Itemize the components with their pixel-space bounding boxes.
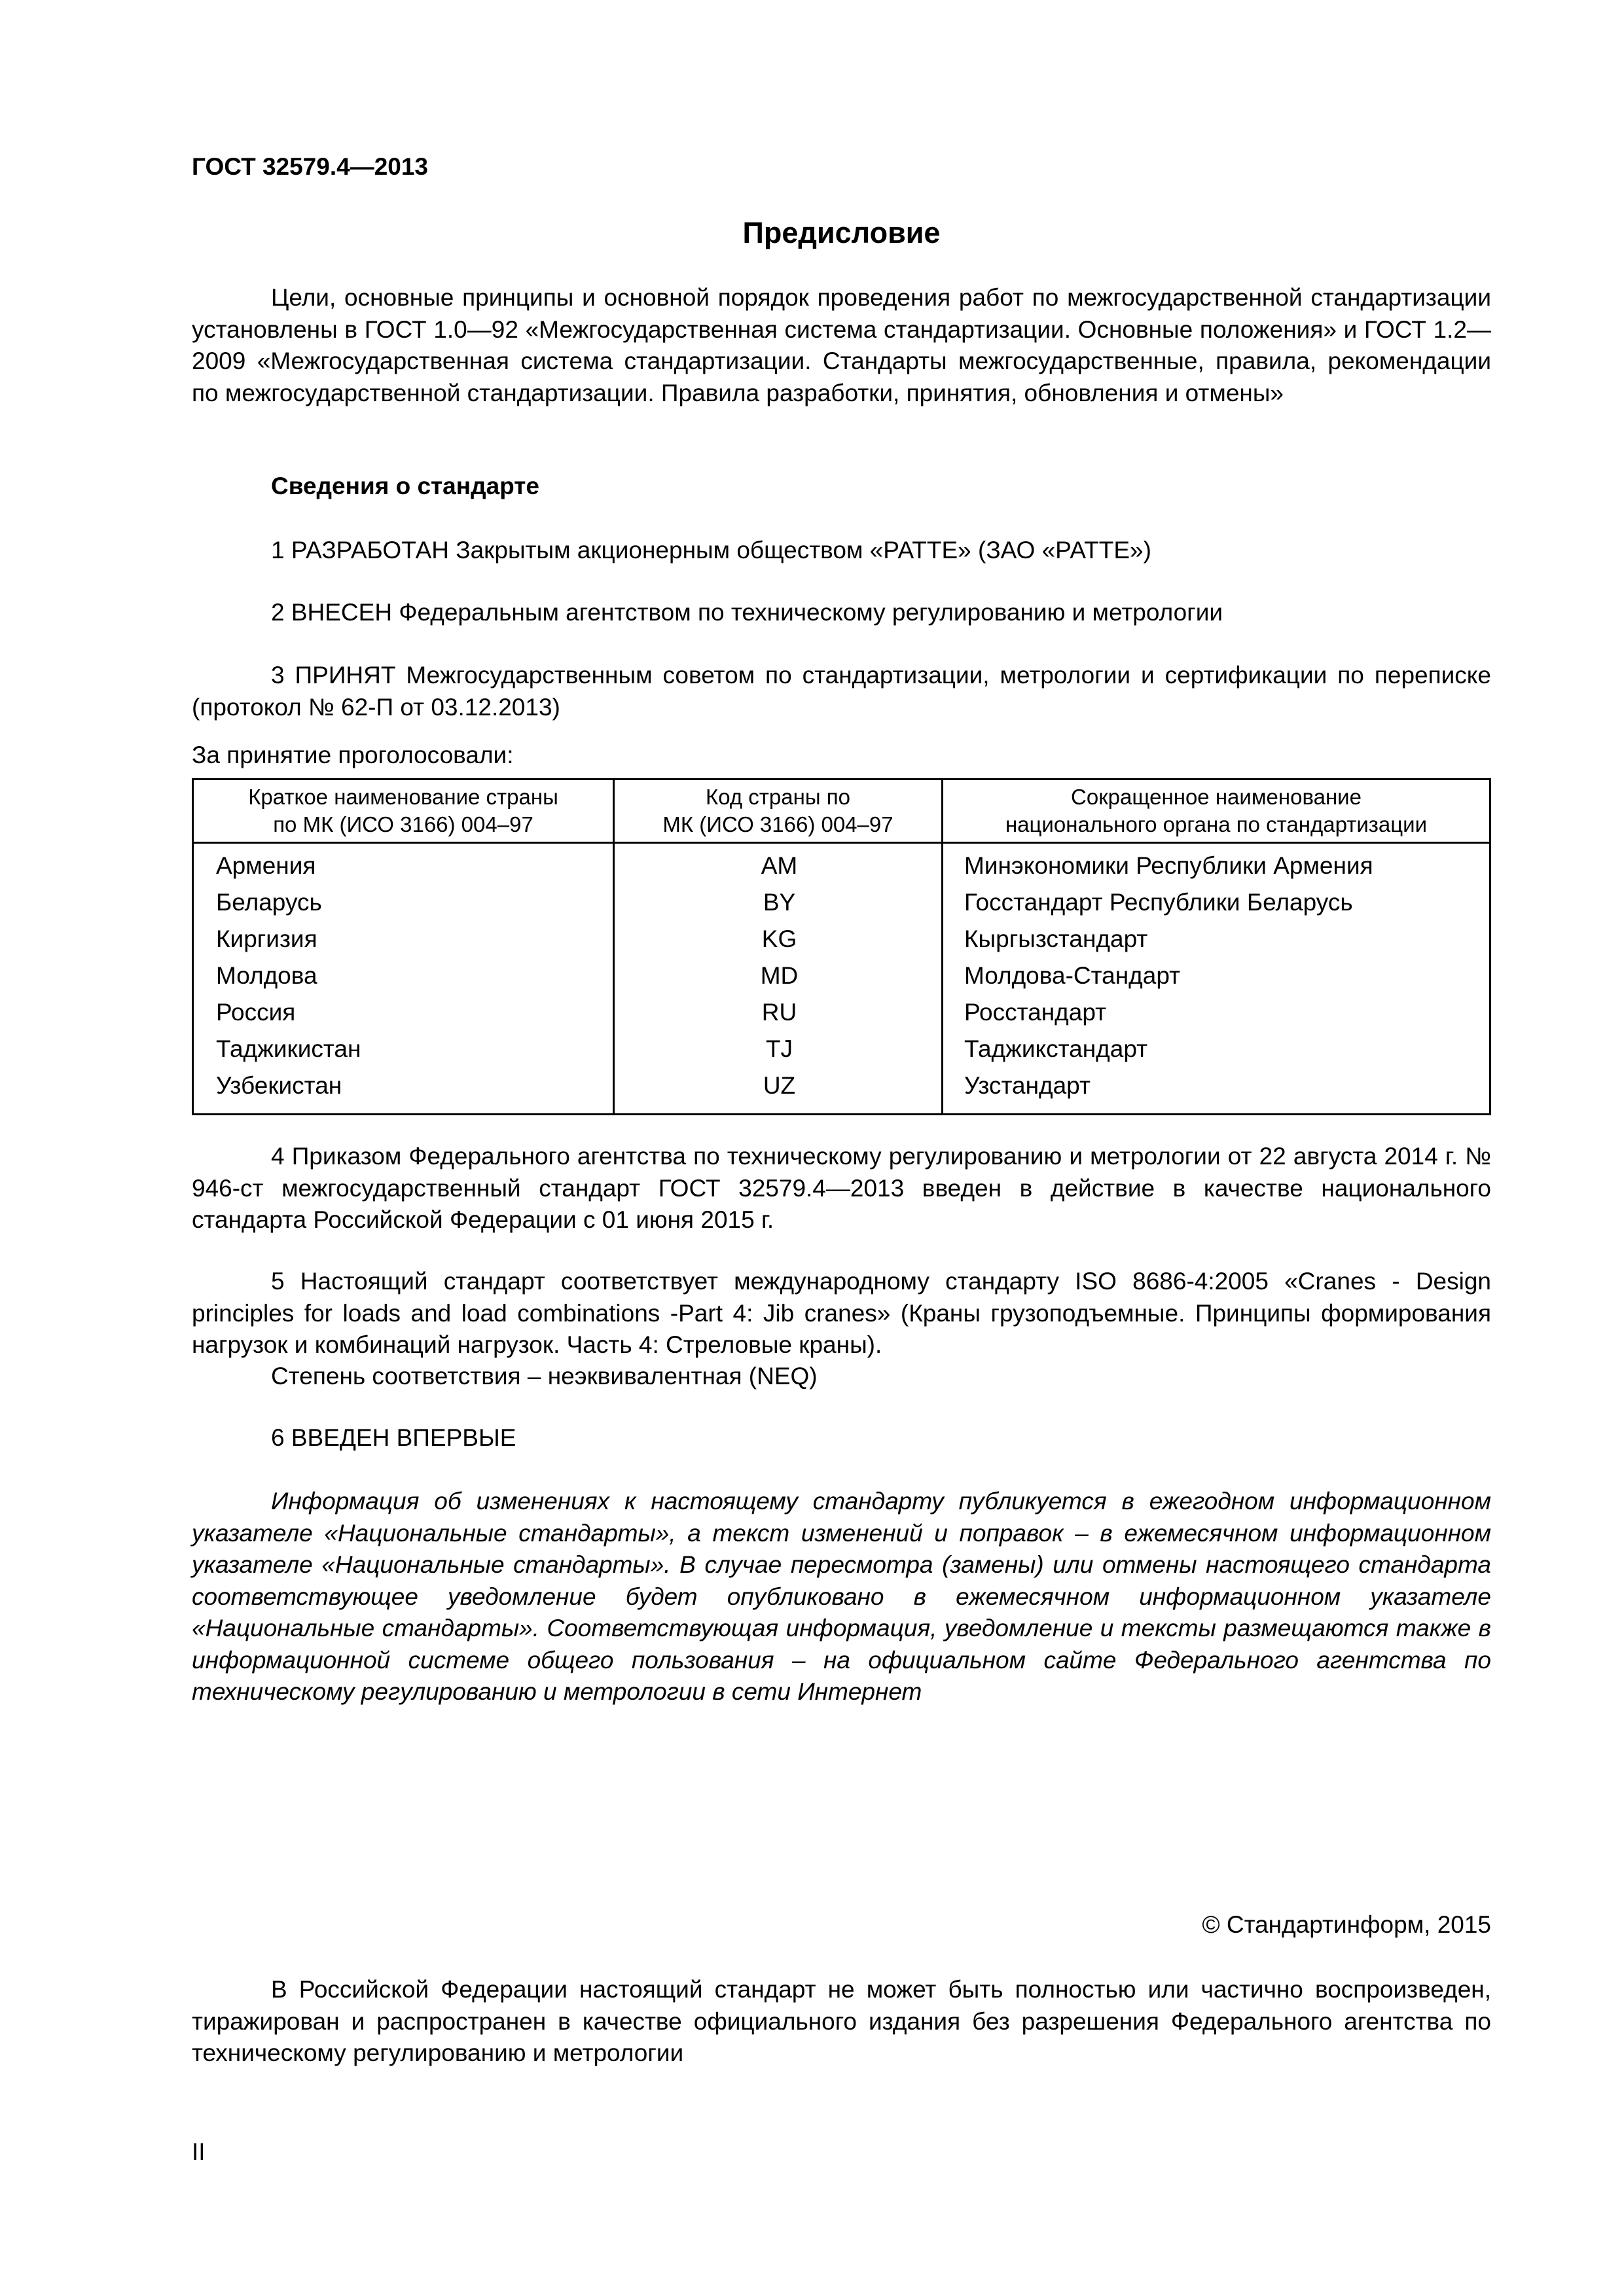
country-cell: Узбекистан (216, 1072, 342, 1099)
code-cell: RU (761, 999, 797, 1026)
table-header (194, 780, 1489, 844)
national-body-cell: Росстандарт (964, 999, 1107, 1026)
country-cell: Киргизия (216, 925, 317, 952)
header-country (194, 780, 613, 842)
item-conformity: 5 Настоящий стандарт соответствует международному стандарту ISO 8686-4:2005 «Cranes - Design principles for loads and load combinations -Part 4: Jib cranes» (Краны грузоподъемные. Принципы формирования нагрузок и комбинаций нагрузок. Часть 4: Стреловые краны). (192, 1268, 1491, 1358)
info-heading: Сведения о стандарте (271, 473, 539, 499)
header-country-line2: по МК (ИСО 3166) 004–97 (273, 812, 533, 836)
national-body-cell: Госстандарт Республики Беларусь (964, 889, 1353, 916)
code-cell: UZ (763, 1072, 796, 1099)
notice-paragraph: Информация об изменениях к настоящему стандарту публикуется в ежегодном информационном указателе «Национальные стандарты», а текст изменений и поправок – в ежемесячном информационном указателе «Национальные стандарты». В случае пересмотра (замены) или отмены настоящего стандарта соответствующее уведомление будет опубликовано в ежемесячном информационном указателе «Национальные стандарты». Соответствующая информация, уведомление и тексты размещаются также в информационной системе общего пользования – на официальном сайте Федерального агентства по техническому регулированию и метрологии в сети Интернет (192, 1488, 1491, 1705)
table-row (194, 1031, 1489, 1067)
header-code-line1: Код страны по (706, 785, 850, 809)
header-national-body (943, 780, 1489, 842)
table-row (194, 848, 1489, 884)
rights-paragraph: В Российской Федерации настоящий стандарт не может быть полностью или частично воспроизведен, тиражирован и распространен в качестве официального издания без разрешения Федерального агентства по техническому регулированию и метрологии (192, 1976, 1491, 2066)
table-row (194, 921, 1489, 958)
country-cell: Молдова (216, 962, 317, 989)
country-cell: Таджикистан (216, 1035, 361, 1062)
voting-table (192, 778, 1491, 1115)
national-body-cell: Кыргызстандарт (964, 925, 1148, 952)
header-body-line1: Сокращенное наименование (1071, 785, 1362, 809)
national-body-cell: Молдова-Стандарт (964, 962, 1181, 989)
national-body-cell: Узстандарт (964, 1072, 1091, 1099)
country-cell: Армения (216, 852, 316, 879)
table-row (194, 1067, 1489, 1104)
item-adopted: 3 ПРИНЯТ Межгосударственным советом по стандартизации, метрологии и сертификации по переписке (протокол № 62-П от 03.12.2013) (192, 662, 1491, 721)
code-cell: MD (760, 962, 799, 989)
item-introduced: 2 ВНЕСЕН Федеральным агентством по техническому регулированию и метрологии (271, 599, 1223, 626)
header-code (615, 780, 941, 842)
code-cell: TJ (765, 1035, 793, 1062)
item-developed: 1 РАЗРАБОТАН Закрытым акционерным обществом «РАТТЕ» (ЗАО «РАТТЕ») (271, 537, 1151, 564)
country-cell: Россия (216, 999, 296, 1026)
national-body-cell: Таджикстандарт (964, 1035, 1148, 1062)
table-row (194, 958, 1489, 994)
document-id: ГОСТ 32579.4—2013 (192, 153, 429, 180)
table-row (194, 884, 1489, 921)
code-cell: AM (761, 852, 798, 879)
country-cell: Беларусь (216, 889, 322, 916)
page-title: Предисловие (742, 216, 941, 249)
page-number: II (192, 2138, 206, 2165)
conformity-degree: Степень соответствия – неэквивалентная (NEQ) (271, 1363, 818, 1390)
voted-label: За принятие проголосовали: (192, 742, 514, 768)
header-code-line2: МК (ИСО 3166) 004–97 (662, 812, 893, 836)
national-body-cell: Минэкономики Республики Армения (964, 852, 1373, 879)
code-cell: BY (763, 889, 796, 916)
code-cell: KG (761, 925, 797, 952)
intro-paragraph: Цели, основные принципы и основной порядок проведения работ по межгосударственной стандартизации установлены в ГОСТ 1.0—92 «Межгосударственная система стандартизации. Основные положения» и ГОСТ 1.2—2009 «Межгосударственная система стандартизации. Стандарты межгосударственные, правила, рекомендации по межгосударственной стандартизации. Правила разработки, принятия, обновления и отмены» (192, 284, 1491, 406)
table-body (194, 848, 1489, 1104)
table-row (194, 994, 1489, 1031)
header-country-line1: Краткое наименование страны (248, 785, 558, 809)
item-first-introduced: 6 ВВЕДЕН ВПЕРВЫЕ (271, 1424, 516, 1451)
item-order: 4 Приказом Федерального агентства по техническому регулированию и метрологии от 22 августа 2014 г. № 946-ст межгосударственный стандарт ГОСТ 32579.4—2013 введен в действие в качестве национального стандарта Российской Федерации с 01 июня 2015 г. (192, 1143, 1491, 1233)
copyright: © Стандартинформ, 2015 (1202, 1911, 1491, 1938)
header-body-line2: национального органа по стандартизации (1005, 812, 1428, 836)
